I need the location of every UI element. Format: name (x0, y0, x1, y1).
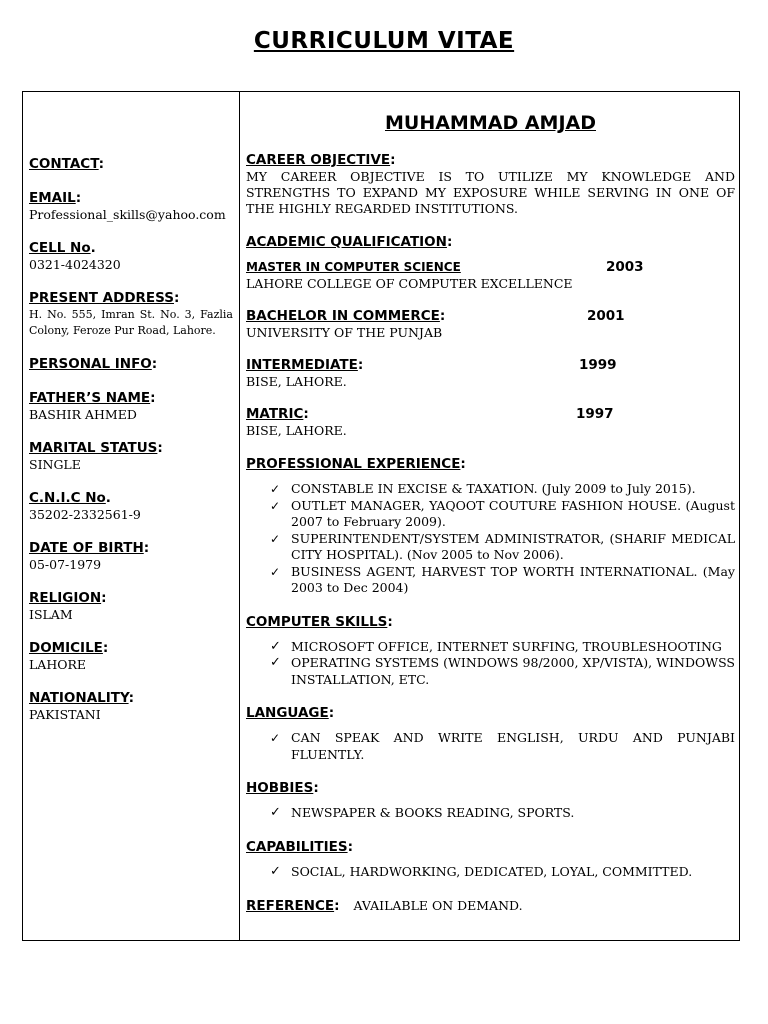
language-section: LANGUAGE: ✓ CAN SPEAK AND WRITE ENGLISH, URDU AND PUNJABI FLUENTLY. (246, 705, 735, 762)
cell-label: CELL No (29, 240, 91, 256)
objective-section: CAREER OBJECTIVE: MY CAREER OBJECTIVE IS TO UTILIZE MY KNOWLEDGE AND STRENGTHS TO EXPAND MY EXPOSURE WHILE SERVING IN ONE OF THE HIGHLY REGARDED INSTITUTIONS. (246, 152, 735, 216)
check-icon: ✓ (270, 531, 281, 546)
marital-section: MARITAL STATUS: SINGLE (29, 440, 233, 473)
domicile-section: DOMICILE: LAHORE (29, 640, 233, 673)
degree-year: 2001 (587, 308, 625, 324)
degree-name: MASTER IN COMPUTER SCIENCE (246, 260, 461, 274)
check-icon: ✓ (270, 638, 281, 654)
list-item: ✓ OPERATING SYSTEMS (WINDOWS 98/2000, XP/VISTA), WINDOWSS INSTALLATION, ETC. (270, 655, 735, 687)
degree-year: 1999 (579, 357, 617, 373)
contact-section: CONTACT: (29, 156, 105, 172)
cnic-label: C.N.I.C No (29, 490, 106, 506)
personal-info-heading: PERSONAL INFO (29, 356, 152, 372)
qualification-bachelor: BACHELOR IN COMMERCE: 2001 UNIVERSITY OF THE PUNJAB (246, 308, 735, 341)
degree-year: 2003 (606, 259, 644, 275)
capabilities-list (246, 864, 735, 881)
objective-text: MY CAREER OBJECTIVE IS TO UTILIZE MY KNOWLEDGE AND STRENGTHS TO EXPAND MY EXPOSURE WHILE SERVING IN ONE OF THE HIGHLY REGARDED INSTITUTIONS. (246, 169, 735, 216)
reference-section: REFERENCE: AVAILABLE ON DEMAND. (246, 898, 523, 914)
reference-value: AVAILABLE ON DEMAND. (353, 898, 523, 913)
check-icon: ✓ (270, 731, 281, 745)
experience-section: PROFESSIONAL EXPERIENCE: ✓ CONSTABLE IN EXCISE & TAXATION. (July 2009 to July 2015). ✓ OUTLET MANAGER, YAQOOT COUTURE FASHION HOUSE. (August 2007 to February 2009). ✓ SUPERINTENDENT/SYSTEM ADMINISTRATOR, (SHARIF MEDICAL CITY HOSPITAL). (Nov 2005 to Nov 2006). ✓ BUSINESS AGENT, HARVEST TOP WORTH INTERNATIONAL. (May 2003 to Dec 2004) (246, 456, 735, 595)
list-item: ✓ MICROSOFT OFFICE, INTERNET SURFING, TROUBLESHOOTING (270, 638, 722, 654)
qualification-intermediate: INTERMEDIATE: 1999 BISE, LAHORE. (246, 357, 735, 390)
degree-institute: UNIVERSITY OF THE PUNJAB (246, 325, 443, 340)
skills-list (246, 639, 735, 689)
degree-name: INTERMEDIATE (246, 357, 358, 373)
list-item: ✓ OUTLET MANAGER, YAQOOT COUTURE FASHION HOUSE. (August 2007 to February 2009). (270, 497, 735, 529)
list-item: ✓ CAN SPEAK AND WRITE ENGLISH, URDU AND PUNJABI FLUENTLY. (270, 730, 735, 762)
hobbies-section: HOBBIES: ✓ NEWSPAPER & BOOKS READING, SPORTS. (246, 780, 735, 822)
dob-section: DATE OF BIRTH: 05-07-1979 (29, 540, 233, 573)
qualification-master (246, 259, 735, 292)
degree-institute: BISE, LAHORE. (246, 374, 347, 389)
check-icon: ✓ (270, 564, 281, 579)
capabilities-section: CAPABILITIES: ✓ SOCIAL, HARDWORKING, DEDICATED, LOYAL, COMMITTED. (246, 839, 735, 881)
address-section: PRESENT ADDRESS: H. No. 555, Imran St. No. 3, Fazlia Colony, Feroze Pur Road, Lahore. (29, 290, 233, 337)
qualification-matric: MATRIC: 1997 BISE, LAHORE. (246, 406, 735, 439)
academic-heading: ACADEMIC QUALIFICATION (246, 234, 447, 250)
list-item: ✓ BUSINESS AGENT, HARVEST TOP WORTH INTERNATIONAL. (May 2003 to Dec 2004) (270, 563, 735, 595)
degree-name: MATRIC (246, 406, 304, 422)
right-column (246, 112, 735, 915)
check-icon: ✓ (270, 805, 281, 820)
document-title: CURRICULUM VITAE (253, 28, 515, 54)
cnic-value: 35202-2332561-9 (29, 507, 141, 522)
cell-value: 0321-4024320 (29, 257, 121, 272)
email-value: Professional_skills@yahoo.com (29, 207, 226, 222)
domicile-label: DOMICILE (29, 640, 103, 656)
nationality-label: NATIONALITY (29, 690, 129, 706)
degree-institute: LAHORE COLLEGE OF COMPUTER EXCELLENCE (246, 276, 573, 291)
column-divider (239, 92, 240, 940)
email-section: EMAIL: Professional_skills@yahoo.com (29, 190, 233, 223)
address-value: H. No. 555, Imran St. No. 3, Fazlia Colony, Feroze Pur Road, Lahore. (29, 308, 233, 337)
cv-table (22, 91, 740, 941)
experience-heading: PROFESSIONAL EXPERIENCE (246, 456, 461, 472)
religion-section: RELIGION: ISLAM (29, 590, 233, 623)
reference-heading: REFERENCE (246, 898, 335, 914)
list-item: ✓ CONSTABLE IN EXCISE & TAXATION. (July 2009 to July 2015). (270, 481, 696, 496)
hobbies-heading: HOBBIES (246, 780, 314, 796)
religion-value: ISLAM (29, 607, 73, 622)
father-label: FATHER’S NAME (29, 390, 151, 406)
language-list (246, 730, 735, 763)
list-item: ✓ NEWSPAPER & BOOKS READING, SPORTS. (270, 805, 575, 820)
marital-label: MARITAL STATUS (29, 440, 158, 456)
address-label: PRESENT ADDRESS (29, 290, 174, 306)
personal-info-section: PERSONAL INFO: (29, 356, 158, 372)
language-heading: LANGUAGE (246, 705, 329, 721)
cell-section: CELL No. 0321-4024320 (29, 240, 233, 273)
marital-value: SINGLE (29, 457, 81, 472)
objective-heading: CAREER OBJECTIVE (246, 152, 391, 168)
father-section: FATHER’S NAME: BASHIR AHMED (29, 390, 233, 423)
skills-section: COMPUTER SKILLS: ✓ MICROSOFT OFFICE, INTERNET SURFING, TROUBLESHOOTING ✓ OPERATING SYSTEMS (WINDOWS 98/2000, XP/VISTA), WINDOWSS INSTALLATION, ETC. (246, 613, 735, 687)
religion-label: RELIGION (29, 590, 102, 606)
dob-label: DATE OF BIRTH (29, 540, 144, 556)
cnic-section: C.N.I.C No. 35202-2332561-9 (29, 490, 233, 523)
left-column (29, 156, 233, 740)
degree-year: 1997 (576, 406, 614, 422)
candidate-name: MUHAMMAD AMJAD (384, 112, 596, 134)
degree-name: BACHELOR IN COMMERCE (246, 308, 440, 324)
skills-heading: COMPUTER SKILLS (246, 613, 388, 630)
check-icon: ✓ (270, 655, 281, 670)
academic-section: ACADEMIC QUALIFICATION: MASTER IN COMPUTER SCIENCE 2003 LAHORE COLLEGE OF COMPUTER EXCELLENCE BACHELOR IN COMMERCE: 2001 UNIVERSITY OF THE PUNJAB INTERMEDIATE: 1999 BISE, LAHORE. MATRIC: 1997 BISE, LAHORE. (246, 234, 735, 439)
list-item: ✓ SUPERINTENDENT/SYSTEM ADMINISTRATOR, (SHARIF MEDICAL CITY HOSPITAL). (Nov 2005 to Nov 2006). (270, 530, 735, 562)
list-item: ✓ SOCIAL, HARDWORKING, DEDICATED, LOYAL, COMMITTED. (270, 863, 693, 879)
nationality-section: NATIONALITY: PAKISTANI (29, 690, 233, 723)
nationality-value: PAKISTANI (29, 707, 101, 722)
father-value: BASHIR AHMED (29, 407, 137, 422)
check-icon: ✓ (270, 482, 281, 496)
email-label: EMAIL (29, 190, 76, 206)
experience-list (246, 481, 735, 597)
check-icon: ✓ (270, 498, 281, 513)
dob-value: 05-07-1979 (29, 557, 102, 572)
domicile-value: LAHORE (29, 657, 87, 672)
hobbies-list (246, 805, 735, 822)
check-icon: ✓ (270, 863, 281, 879)
degree-institute: BISE, LAHORE. (246, 423, 347, 438)
capabilities-heading: CAPABILITIES (246, 838, 348, 855)
contact-heading: CONTACT (29, 156, 99, 172)
